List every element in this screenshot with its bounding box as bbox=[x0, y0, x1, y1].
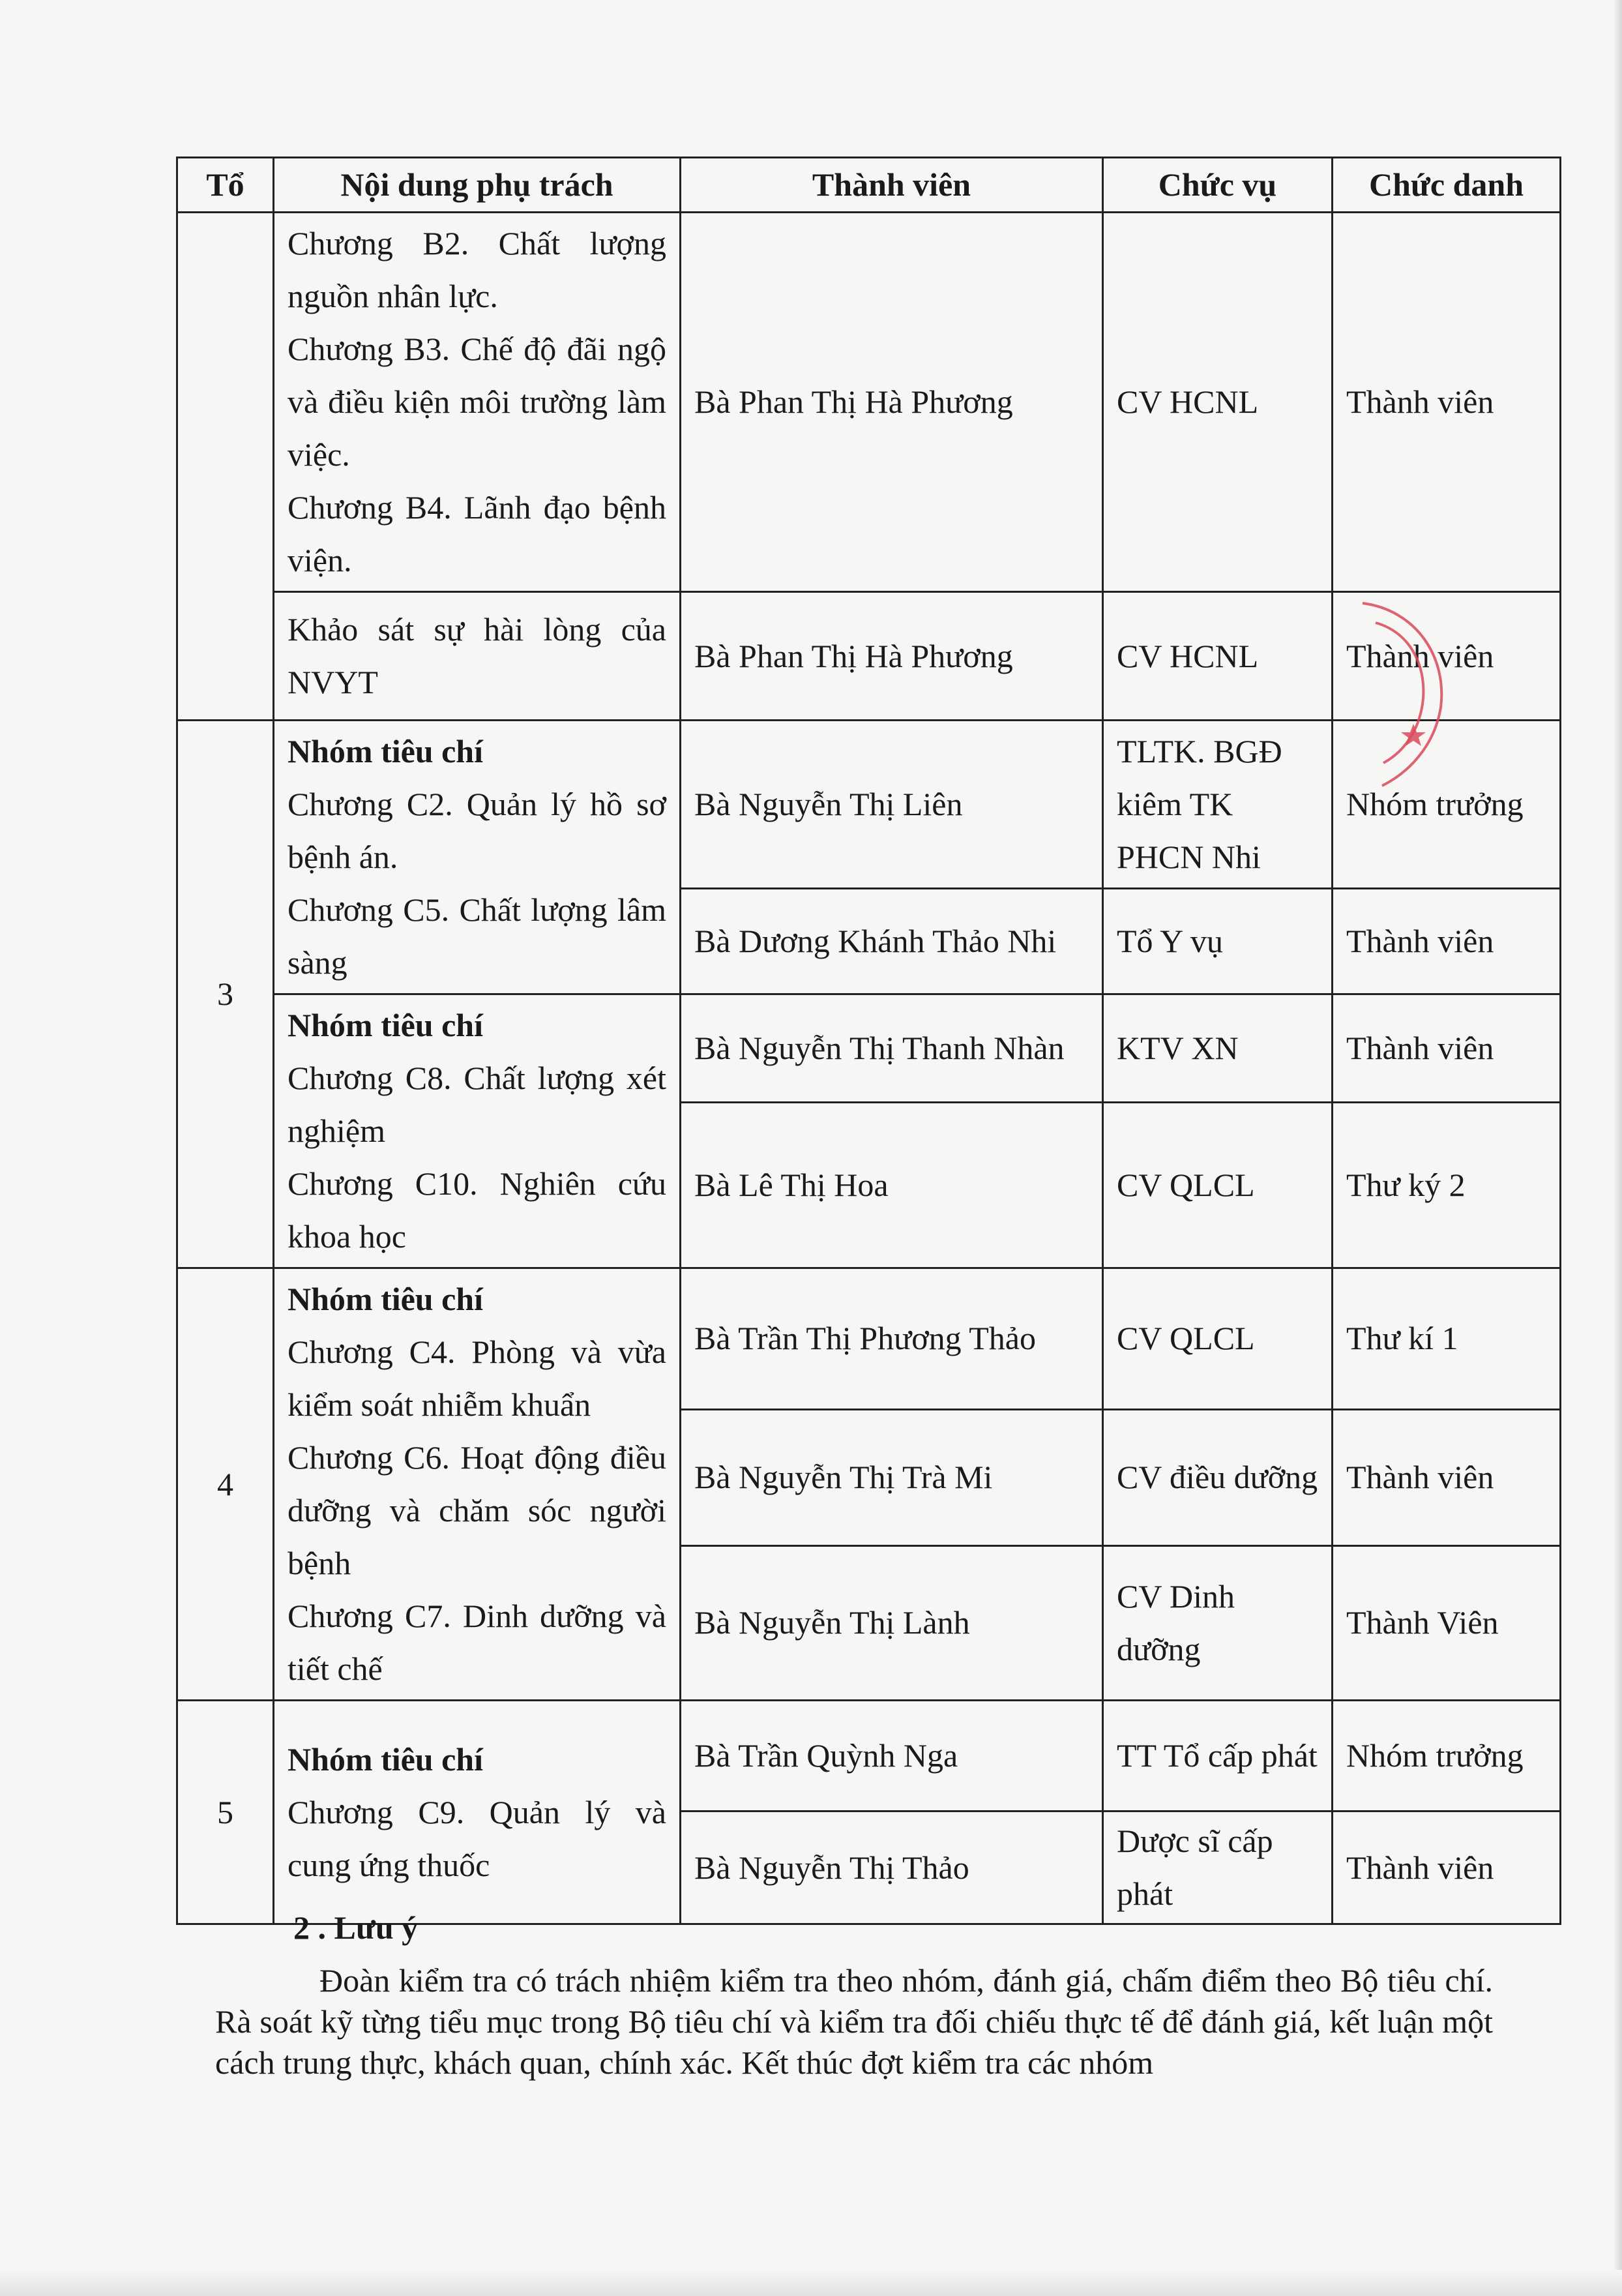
group-number-cell bbox=[177, 213, 274, 721]
position-cell: Dược sĩ cấp phát bbox=[1103, 1811, 1333, 1924]
content-line: Chương B4. Lãnh đạo bệnh viện. bbox=[288, 489, 666, 578]
table-row bbox=[177, 592, 1561, 721]
position-cell: CV Dinh dưỡng bbox=[1103, 1545, 1333, 1700]
role-cell: Thành viên bbox=[1333, 1811, 1561, 1924]
position-cell: Tổ Y vụ bbox=[1103, 888, 1333, 994]
role-cell: Nhóm trưởng bbox=[1333, 721, 1561, 889]
member-name-cell: Bà Nguyễn Thị Thảo bbox=[681, 1811, 1103, 1924]
header-group: Tổ bbox=[177, 158, 274, 213]
content-line: Khảo sát sự hài lòng của NVYT bbox=[288, 611, 666, 700]
member-name-cell: Bà Nguyễn Thị Liên bbox=[681, 721, 1103, 889]
scan-edge-right bbox=[1613, 0, 1622, 2296]
content-line: Chương C6. Hoạt động điều dưỡng và chăm sóc người bệnh bbox=[288, 1439, 666, 1581]
table-row bbox=[177, 994, 1561, 1103]
content-line: Chương C4. Phòng và vừa kiểm soát nhiễm khuẩn bbox=[288, 1334, 666, 1423]
table-row bbox=[177, 1701, 1561, 1811]
member-name-cell: Bà Nguyễn Thị Thanh Nhàn bbox=[681, 994, 1103, 1103]
content-line: Chương C10. Nghiên cứu khoa học bbox=[288, 1165, 666, 1255]
position-cell: CV HCNL bbox=[1103, 213, 1333, 592]
content-heading: Nhóm tiêu chí bbox=[288, 1007, 483, 1043]
content-line: Chương C2. Quản lý hồ sơ bệnh án. bbox=[288, 786, 666, 875]
content-cell bbox=[274, 994, 681, 1268]
role-cell: Thư kí 1 bbox=[1333, 1268, 1561, 1410]
content-line: Chương C8. Chất lượng xét nghiệm bbox=[288, 1060, 666, 1149]
member-name-cell: Bà Dương Khánh Thảo Nhi bbox=[681, 888, 1103, 994]
position-cell: CV QLCL bbox=[1103, 1102, 1333, 1268]
member-name-cell: Bà Lê Thị Hoa bbox=[681, 1102, 1103, 1268]
table-row bbox=[177, 1268, 1561, 1410]
role-cell: Thư ký 2 bbox=[1333, 1102, 1561, 1268]
content-heading: Nhóm tiêu chí bbox=[288, 1281, 483, 1317]
role-cell: Thành viên bbox=[1333, 888, 1561, 994]
table-row bbox=[177, 213, 1561, 592]
content-heading: Nhóm tiêu chí bbox=[288, 733, 483, 769]
member-name-cell: Bà Nguyễn Thị Trà Mi bbox=[681, 1409, 1103, 1545]
header-role: Chức danh bbox=[1333, 158, 1561, 213]
header-content: Nội dung phụ trách bbox=[274, 158, 681, 213]
role-cell: Nhóm trưởng bbox=[1333, 1701, 1561, 1811]
content-cell bbox=[274, 1268, 681, 1701]
member-name-cell: Bà Phan Thị Hà Phương bbox=[681, 592, 1103, 721]
role-cell: Thành viên bbox=[1333, 994, 1561, 1103]
notes-heading: 2 . Lưu ý bbox=[293, 1909, 419, 1946]
position-cell: TT Tổ cấp phát bbox=[1103, 1701, 1333, 1811]
position-cell: CV QLCL bbox=[1103, 1268, 1333, 1410]
member-name-cell: Bà Trần Thị Phương Thảo bbox=[681, 1268, 1103, 1410]
position-cell: TLTK. BGĐ kiêm TK PHCN Nhi bbox=[1103, 721, 1333, 889]
group-number-cell: 5 bbox=[177, 1701, 274, 1924]
member-name-cell: Bà Nguyễn Thị Lành bbox=[681, 1545, 1103, 1700]
table-row bbox=[177, 721, 1561, 889]
position-cell: CV HCNL bbox=[1103, 592, 1333, 721]
position-cell: KTV XN bbox=[1103, 994, 1333, 1103]
role-cell: Thành viên bbox=[1333, 592, 1561, 721]
group-number-cell: 3 bbox=[177, 721, 274, 1268]
header-member: Thành viên bbox=[681, 158, 1103, 213]
member-name-cell: Bà Phan Thị Hà Phương bbox=[681, 213, 1103, 592]
content-line: Chương C9. Quản lý và cung ứng thuốc bbox=[288, 1793, 666, 1883]
content-cell bbox=[274, 213, 681, 592]
group-number-cell: 4 bbox=[177, 1268, 274, 1701]
content-line: Chương C7. Dinh dưỡng và tiết chế bbox=[288, 1598, 666, 1687]
header-position: Chức vụ bbox=[1103, 158, 1333, 213]
role-cell: Thành viên bbox=[1333, 213, 1561, 592]
notes-paragraph: Đoàn kiểm tra có trách nhiệm kiểm tra theo nhóm, đánh giá, chấm điểm theo Bộ tiêu chí. Rà soát kỹ từng tiểu mục trong Bộ tiêu chí và kiểm tra đối chiếu thực tế để đánh giá, kết luận một cách trung thực, khách quan, chính xác. Kết thúc đợt kiểm tra các nhóm bbox=[215, 1962, 1493, 2081]
role-cell: Thành Viên bbox=[1333, 1545, 1561, 1700]
content-heading: Nhóm tiêu chí bbox=[288, 1740, 483, 1778]
content-cell bbox=[274, 1701, 681, 1924]
content-line: Chương B2. Chất lượng nguồn nhân lực. bbox=[288, 225, 666, 314]
member-name-cell: Bà Trần Quỳnh Nga bbox=[681, 1701, 1103, 1811]
assignment-table-wrapper bbox=[176, 157, 1561, 1925]
position-cell: CV điều dưỡng bbox=[1103, 1409, 1333, 1545]
table-header-row bbox=[177, 158, 1561, 213]
content-cell bbox=[274, 592, 681, 721]
content-cell bbox=[274, 721, 681, 994]
scan-edge-bottom bbox=[0, 2270, 1622, 2296]
notes-section bbox=[215, 1907, 1493, 2083]
content-line: Chương C5. Chất lượng lâm sàng bbox=[288, 891, 666, 981]
assignment-table bbox=[176, 157, 1561, 1925]
role-cell: Thành viên bbox=[1333, 1409, 1561, 1545]
content-line: Chương B3. Chế độ đãi ngộ và điều kiện môi trường làm việc. bbox=[288, 331, 666, 473]
